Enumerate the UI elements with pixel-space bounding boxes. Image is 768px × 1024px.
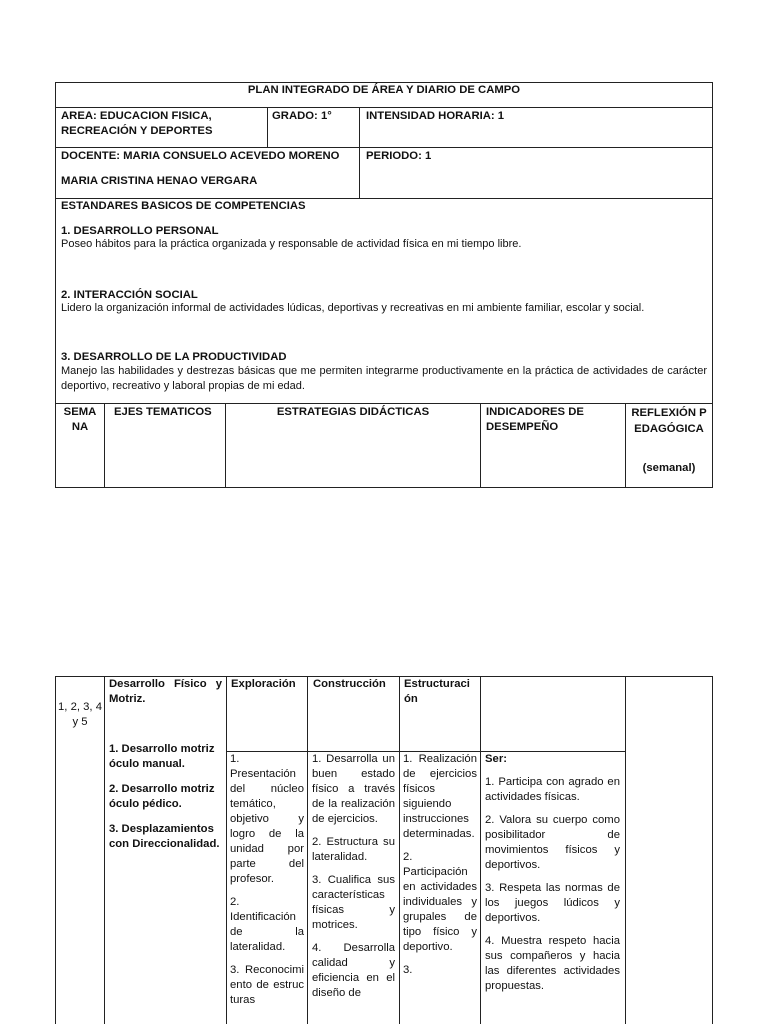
weeks-cell: 1, 2, 3, 4 y 5 — [58, 701, 102, 728]
section-heading: 3. DESARROLLO DE LA PRODUCTIVIDAD — [61, 351, 287, 363]
exploracion-item: 2. Identificación de la lateralidad. — [230, 896, 304, 953]
periodo-label: PERIODO: 1 — [366, 150, 432, 162]
estructuracion-item: 2. Participación en actividades individuales y grupales de tipo físico y deportivo. — [403, 851, 477, 953]
intensidad-label: INTENSIDAD HORARIA: 1 — [366, 110, 505, 122]
eje-item: 1. Desarrollo motriz óculo manual. — [109, 743, 215, 770]
construccion-item: 3. Cualifica sus características físicas y motrices. — [312, 874, 395, 931]
construccion-header: Construcción — [313, 678, 386, 690]
ser-item: 1. Participa con agrado en actividades físicas. — [485, 776, 620, 803]
exploracion-cell — [230, 752, 304, 1016]
ser-item: 4. Muestra respeto hacia sus compañeros y hacia las diferentes actividades propuestas. — [485, 935, 620, 992]
construccion-item: 2. Estructura su lateralidad. — [312, 836, 395, 863]
exploracion-item: 3. Reconocimiento de estructuras — [230, 964, 304, 1006]
docente2-label: MARIA CRISTINA HENAO VERGARA — [61, 175, 258, 187]
docente-label: DOCENTE: MARIA CONSUELO ACEVEDO MORENO — [61, 150, 340, 162]
exploracion-item: 1. Presentación del núcleo temático, objetivo y logro de la unidad por parte del profesor. — [230, 753, 304, 885]
ser-title: Ser: — [485, 753, 507, 765]
eje-item: 3. Desplazamientos con Direccionalidad. — [109, 823, 220, 850]
section-text: Lidero la organización informal de actividades lúdicas, deportivas y recreativas en mi ambiente familiar, escolar y social. — [61, 302, 645, 314]
estandares-title: ESTANDARES BASICOS DE COMPETENCIAS — [61, 200, 306, 212]
estructuracion-header: Estructuración — [404, 678, 470, 705]
eje-title: Desarrollo Físico y Motriz. — [109, 678, 222, 705]
section-heading: 1. DESARROLLO PERSONAL — [61, 225, 219, 237]
section-text: Poseo hábitos para la práctica organizada y responsable de actividad física en mi tiempo libre. — [61, 238, 522, 250]
ser-item: 2. Valora su cuerpo como posibilitador de movimientos físicos y deportivos. — [485, 814, 620, 871]
header-semanal: (semanal) — [642, 462, 696, 474]
construccion-cell — [312, 752, 395, 1009]
ser-item: 3. Respeta las normas de los juegos lúdicos y deportivos. — [485, 882, 620, 924]
header-ejes: EJES TEMATICOS — [114, 406, 212, 418]
area-label: AREA: EDUCACION FISICA, RECREACIÓN Y DEPORTES — [61, 110, 213, 137]
section-heading: 2. INTERACCIÓN SOCIAL — [61, 289, 198, 301]
estructuracion-item: 3. — [403, 964, 413, 976]
estructuracion-item: 1. Realización de ejercicios físicos siguiendo instrucciones determinadas. — [403, 753, 477, 840]
ser-cell — [485, 752, 620, 1002]
page-title: PLAN INTEGRADO DE ÁREA Y DIARIO DE CAMPO — [247, 84, 521, 96]
header-reflexion: REFLEXIÓN PEDAGÓGICA — [631, 407, 707, 435]
construccion-item: 4. Desarrolla calidad y eficiencia en el diseño de — [312, 942, 395, 999]
header-semana: SEMANA — [63, 406, 97, 433]
exploracion-header: Exploración — [231, 678, 296, 690]
grado-label: GRADO: 1° — [272, 110, 332, 122]
section-text: Manejo las habilidades y destrezas básicas que me permiten integrarme productivamente en la práctica de actividades de carácter deportivo, recreativo y laboral propias de mi edad. — [61, 365, 707, 392]
header-estrategias: ESTRATEGIAS DIDÁCTICAS — [276, 406, 430, 418]
estructuracion-cell — [403, 752, 477, 986]
eje-item: 2. Desarrollo motriz óculo pédico. — [109, 783, 215, 810]
construccion-item: 1. Desarrolla un buen estado físico a través de la realización de ejercicios. — [312, 753, 395, 825]
header-indicadores: INDICADORES DE DESEMPEÑO — [486, 406, 584, 433]
